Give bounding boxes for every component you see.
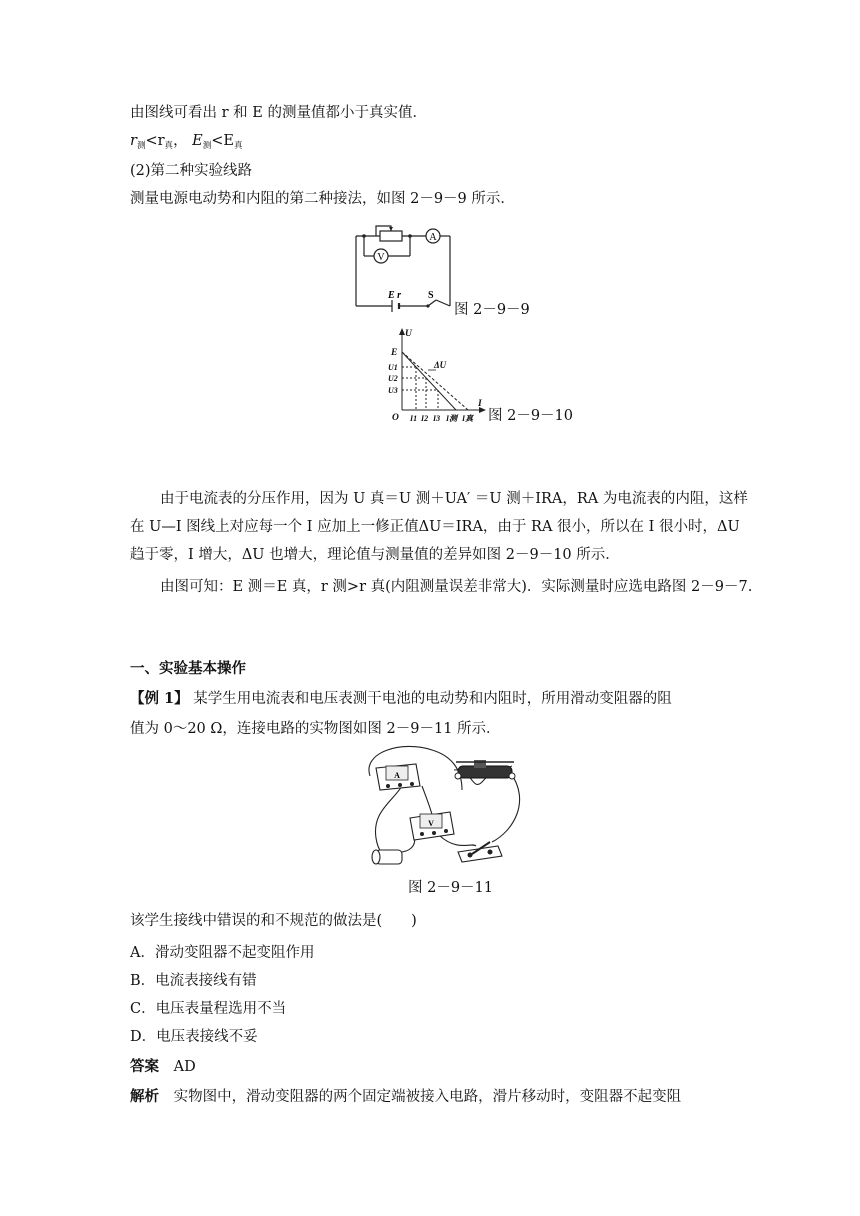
section-heading: 一、实验基本操作 xyxy=(130,660,246,677)
less-than-e-true: <E xyxy=(211,133,235,149)
inequality-line xyxy=(130,130,734,157)
battery-device xyxy=(372,850,402,864)
figure-caption-2-9-11: 图 2－9－11 xyxy=(408,880,494,896)
less-than-r-true: <r xyxy=(145,133,165,149)
ui-graph-fig-2-9-10 xyxy=(382,326,488,426)
example-text-1: 某学生用电流表和电压表测干电池的电动势和内阻时，所用滑动变阻器的阻 xyxy=(193,691,672,707)
ammeter-label: A xyxy=(429,232,437,243)
conclusion-paragraph: 由图可知：E 测＝E 真，r 测>r 真(内阻测量误差非常大)．实际测量时应选电路图 2－9－7. xyxy=(160,579,753,595)
subscript-measured: 测 xyxy=(202,141,212,151)
delta-u-label: ΔU xyxy=(434,360,447,370)
option-a: A．滑动变阻器不起变阻作用 xyxy=(130,945,315,961)
example-1-line-2: 值为 0～20 Ω，连接电路的实物图如图 2－9－11 所示． xyxy=(130,721,501,737)
question-stem: 该学生接线中错误的和不规范的做法是( ) xyxy=(130,913,417,929)
subscript-measured: 测 xyxy=(136,141,146,151)
option-d: D．电压表接线不妥 xyxy=(130,1029,258,1045)
answer-line xyxy=(130,1056,734,1078)
voltmeter-device-label: V xyxy=(428,819,434,828)
origin-label: O xyxy=(392,413,399,423)
u1-label: U1 xyxy=(388,363,398,372)
ammeter-device-label: A xyxy=(394,771,400,780)
e-symbol: E xyxy=(192,133,203,149)
analysis-line xyxy=(130,1086,734,1108)
analysis-label: 解析 xyxy=(130,1088,159,1105)
battery-label: E r xyxy=(388,290,402,301)
switch-label: S xyxy=(428,290,434,301)
analysis-paragraph-line-3: 趋于零，I 增大，ΔU 也增大，理论值与测量值的差异如图 2－9－10 所示． xyxy=(130,547,620,563)
option-b: B．电流表接线有错 xyxy=(130,973,257,989)
i-measured-label: I测 xyxy=(446,414,458,423)
i3-label: I3 xyxy=(433,414,441,423)
u2-label: U2 xyxy=(388,374,398,383)
ammeter-device xyxy=(376,764,420,790)
voltmeter-label: V xyxy=(377,252,385,263)
section-2-title: (2)第二种实验线路 xyxy=(130,163,253,179)
i-true-label: I真 xyxy=(462,414,474,423)
option-c: C．电压表量程选用不当 xyxy=(130,1001,287,1017)
i2-label: I2 xyxy=(421,414,429,423)
i1-label: I1 xyxy=(410,414,418,423)
circuit-diagram-fig-2-9-9 xyxy=(350,222,460,318)
figure-caption-2-9-9: 图 2－9－9 xyxy=(454,302,530,318)
figure-caption-2-9-10: 图 2－9－10 xyxy=(488,408,574,424)
paragraph-conclusion-values: 由图线可看出 r 和 E 的测量值都小于真实值． xyxy=(130,105,427,121)
analysis-text: 实物图中，滑动变阻器的两个固定端被接入电路，滑片移动时，变阻器不起变阻 xyxy=(173,1089,682,1105)
section-2-description: 测量电源电动势和内阻的第二种接法，如图 2－9－9 所示． xyxy=(130,191,515,207)
example-tag: 【例 1】 xyxy=(130,690,189,707)
subscript-true: 真 xyxy=(164,141,174,151)
rheostat-device xyxy=(455,760,515,779)
separator: ， xyxy=(173,133,188,149)
r-symbol: r xyxy=(130,133,137,149)
e-label: E xyxy=(391,348,398,358)
wiring-photo-fig-2-9-11 xyxy=(362,742,538,868)
example-1-line-1 xyxy=(130,688,734,710)
u3-label: U3 xyxy=(388,386,398,395)
voltmeter-device xyxy=(410,812,454,840)
subscript-true: 真 xyxy=(234,141,243,151)
analysis-paragraph-line-2: 在 U—I 图线上对应每一个 I 应加上一修正值ΔU＝IRA，由于 RA 很小，所以在 I 很小时，ΔU xyxy=(130,519,740,535)
analysis-paragraph-line-1: 由于电流表的分压作用，因为 U 真＝U 测＋UA′ ＝U 测＋IRA，RA 为电流表的内阻，这样 xyxy=(160,491,748,507)
y-axis-label: U xyxy=(405,329,412,339)
answer-value: AD xyxy=(173,1059,196,1075)
answer-label: 答案 xyxy=(130,1058,159,1075)
x-axis-label: I xyxy=(478,399,482,409)
